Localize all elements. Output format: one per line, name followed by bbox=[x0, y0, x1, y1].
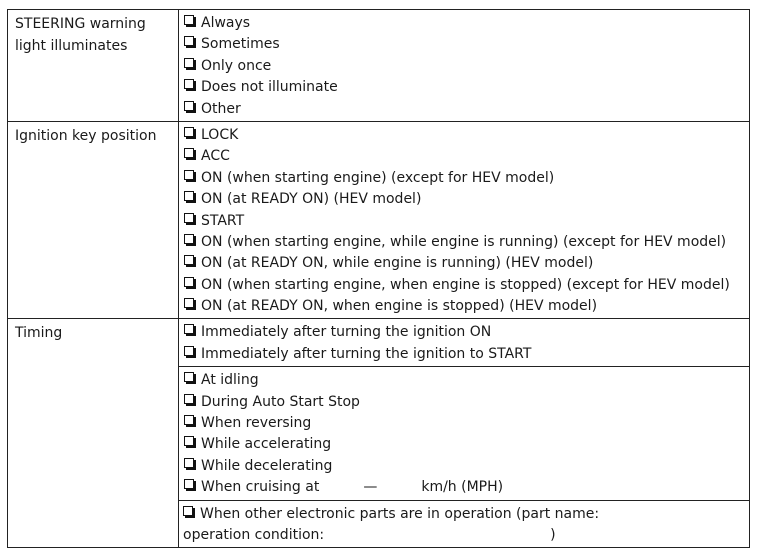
option-only-once[interactable]: Only once bbox=[184, 56, 749, 77]
timing-group-ignition bbox=[179, 319, 750, 367]
ignition-label: Ignition key position bbox=[8, 121, 179, 319]
checkbox-icon[interactable] bbox=[184, 372, 194, 382]
option-lock[interactable]: LOCK bbox=[184, 125, 749, 146]
option-sometimes[interactable]: Sometimes bbox=[184, 34, 749, 55]
checkbox-icon[interactable] bbox=[184, 436, 194, 446]
option-decelerating[interactable]: While decelerating bbox=[184, 456, 749, 477]
checkbox-icon[interactable] bbox=[184, 479, 194, 489]
checkbox-icon[interactable] bbox=[184, 101, 194, 111]
ignition-row bbox=[8, 121, 750, 319]
steering-row bbox=[8, 10, 750, 122]
option-acc[interactable]: ACC bbox=[184, 146, 749, 167]
checkbox-icon[interactable] bbox=[184, 394, 194, 404]
checkbox-icon[interactable] bbox=[184, 148, 194, 158]
option-after-ignition-on[interactable]: Immediately after turning the ignition ON bbox=[184, 322, 749, 343]
option-after-ignition-start[interactable]: Immediately after turning the ignition to START bbox=[184, 344, 749, 365]
operation-condition-line: operation condition: ) bbox=[183, 526, 556, 543]
checkbox-icon[interactable] bbox=[184, 79, 194, 89]
checkbox-icon[interactable] bbox=[184, 415, 194, 425]
option-on-ready-engine-stopped[interactable]: ON (at READY ON, when engine is stopped) (HEV model) bbox=[184, 296, 749, 317]
option-other-electronic-parts[interactable]: When other electronic parts are in operation (part name: bbox=[183, 504, 749, 525]
timing-group-other bbox=[179, 500, 750, 548]
timing-group-driving bbox=[179, 367, 750, 500]
checkbox-icon[interactable] bbox=[184, 234, 194, 244]
option-other[interactable]: Other bbox=[184, 99, 749, 120]
cruising-unit: km/h (MPH) bbox=[421, 479, 504, 496]
checkbox-icon[interactable] bbox=[184, 324, 194, 334]
option-at-idling[interactable]: At idling bbox=[184, 370, 749, 391]
checkbox-icon[interactable] bbox=[183, 506, 193, 516]
checkbox-icon[interactable] bbox=[184, 191, 194, 201]
checkbox-icon[interactable] bbox=[184, 170, 194, 180]
option-auto-start-stop[interactable]: During Auto Start Stop bbox=[184, 392, 749, 413]
checkbox-icon[interactable] bbox=[184, 346, 194, 356]
option-on-starting-engine[interactable]: ON (when starting engine) (except for HEV model) bbox=[184, 168, 749, 189]
checkbox-icon[interactable] bbox=[184, 213, 194, 223]
option-cruising[interactable]: When cruising at — km/h (MPH) bbox=[184, 477, 749, 498]
steering-label: STEERING warning light illuminates bbox=[8, 10, 179, 122]
steering-options bbox=[179, 10, 750, 122]
checkbox-icon[interactable] bbox=[184, 15, 194, 25]
checkbox-icon[interactable] bbox=[184, 127, 194, 137]
checkbox-icon[interactable] bbox=[184, 58, 194, 68]
option-on-engine-stopped[interactable]: ON (when starting engine, when engine is stopped) (except for HEV model) bbox=[184, 275, 749, 296]
option-on-ready-engine-running[interactable]: ON (at READY ON, while engine is running) (HEV model) bbox=[184, 253, 749, 274]
timing-row bbox=[8, 319, 750, 367]
option-accelerating[interactable]: While accelerating bbox=[184, 434, 749, 455]
option-on-engine-running[interactable]: ON (when starting engine, while engine is running) (except for HEV model) bbox=[184, 232, 749, 253]
checkbox-icon[interactable] bbox=[184, 255, 194, 265]
timing-label: Timing bbox=[8, 319, 179, 548]
checkbox-icon[interactable] bbox=[184, 298, 194, 308]
checkbox-icon[interactable] bbox=[184, 458, 194, 468]
ignition-options bbox=[179, 121, 750, 319]
option-does-not-illuminate[interactable]: Does not illuminate bbox=[184, 77, 749, 98]
checkbox-icon[interactable] bbox=[184, 36, 194, 46]
option-start[interactable]: START bbox=[184, 211, 749, 232]
symptom-form-table bbox=[7, 9, 750, 548]
option-always[interactable]: Always bbox=[184, 13, 749, 34]
option-on-ready-on[interactable]: ON (at READY ON) (HEV model) bbox=[184, 189, 749, 210]
option-reversing[interactable]: When reversing bbox=[184, 413, 749, 434]
checkbox-icon[interactable] bbox=[184, 277, 194, 287]
cruising-dash: — bbox=[363, 479, 378, 496]
